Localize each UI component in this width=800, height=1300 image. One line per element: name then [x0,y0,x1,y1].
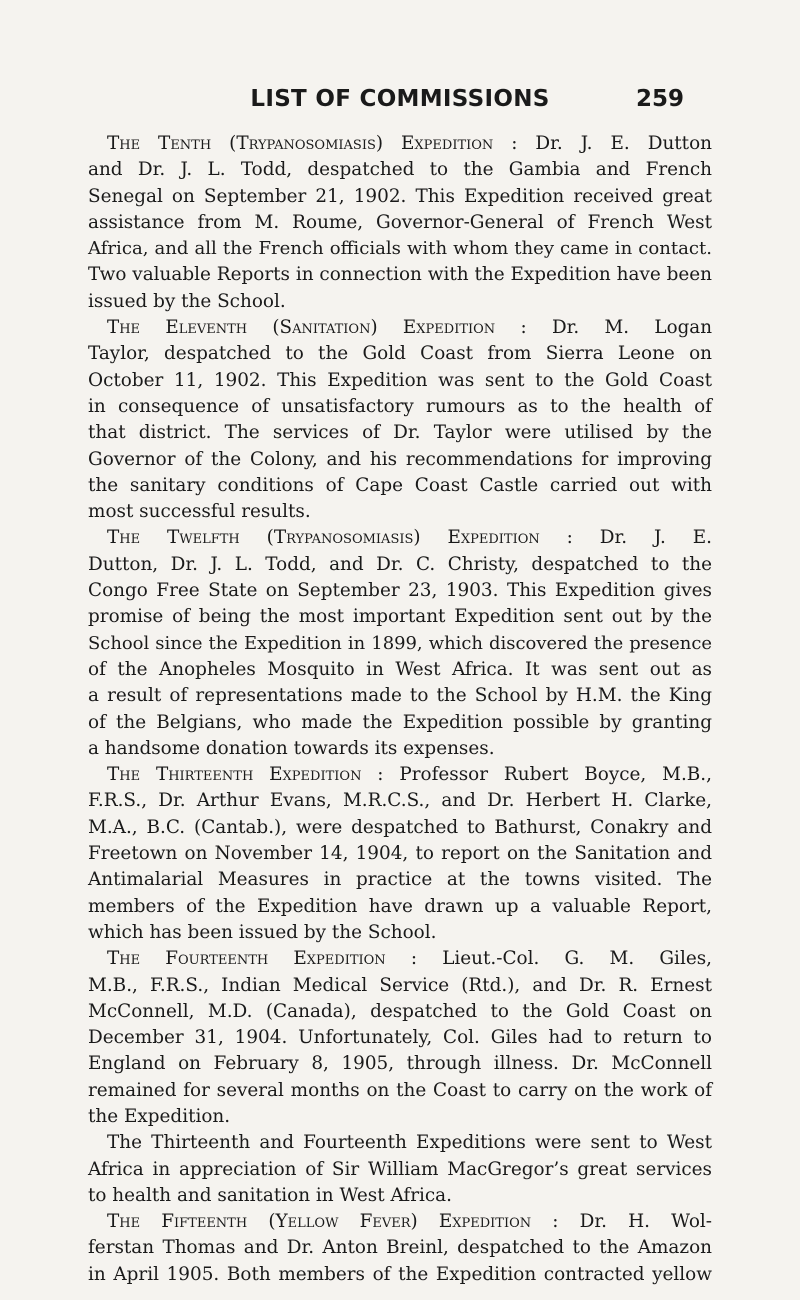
paragraph [88,946,712,1130]
line-text: in April 1905. Both members of the Expedition contracted yellow [88,1263,712,1285]
line-text: M.B., F.R.S., Indian Medical Service (Rtd.), and Dr. R. Ernest [88,974,712,996]
text-line [88,1262,712,1288]
text-line [88,815,712,841]
paragraph [88,1130,712,1209]
text-line [88,1157,712,1183]
page-number: 259 [635,86,684,112]
line-text: of the Anopheles Mosquito in West Africa. It was sent out as [88,658,712,680]
paragraph [88,1209,712,1288]
text-line [88,920,712,946]
line-text: F.R.S., Dr. Arthur Evans, M.R.C.S., and Dr. Herbert H. Clarke, [88,790,712,812]
line-text: and Dr. J. L. Todd, despatched to the Gambia and French [88,159,712,181]
paragraph [88,525,712,762]
line-text: remained for several months on the Coast to carry on the work of [88,1079,712,1101]
body-text [88,131,712,1288]
line-text: England on February 8, 1905, through illness. Dr. McConnell [88,1053,712,1075]
text-line [88,315,712,341]
text-line [88,1183,712,1209]
page-title: LIST OF COMMISSIONS [250,86,550,112]
running-head [116,86,684,116]
line-text: members of the Expedition have drawn up a valuable Report, [88,895,712,917]
line-text: Senegal on September 21, 1902. This Expedition received great [88,185,712,207]
line-text: School since the Expedition in 1899, which discovered the presence [88,632,712,654]
line-text: a handsome donation towards its expenses. [88,737,495,759]
text-line [88,683,712,709]
line-text: which has been issued by the School. [88,921,437,943]
text-line [88,289,712,315]
line-text: the Expedition. [88,1105,231,1127]
text-line [88,1051,712,1077]
line-text: The Thirteenth and Fourteenth Expeditions were sent to West [107,1132,712,1154]
text-line [88,1025,712,1051]
text-line [88,184,712,210]
text-line [88,1235,712,1261]
text-line [88,1078,712,1104]
paragraph [88,315,712,525]
line-text: : Dr. M. Logan [495,317,712,339]
text-line [88,1209,712,1235]
line-text: a result of representations made to the School by H.M. the King [88,685,712,707]
line-text: Taylor, despatched to the Gold Coast from Sierra Leone on [88,343,712,365]
paragraph [88,131,712,315]
line-text: Congo Free State on September 23, 1903. This Expedition gives [88,580,712,602]
line-text: Two valuable Reports in connection with the Expedition have been [88,264,712,286]
line-text: Governor of the Colony, and his recommendations for improving [88,448,712,470]
text-line [88,210,712,236]
text-line [88,1104,712,1130]
text-line [88,762,712,788]
expedition-heading: The Tenth (Trypanosomiasis) Expedition [107,133,494,154]
text-line [88,736,712,762]
line-text: issued by the School. [88,290,286,312]
text-line [88,499,712,525]
expedition-heading: The Fourteenth Expedition [107,948,386,970]
line-text: Dutton, Dr. J. L. Todd, and Dr. C. Christy, despatched to the [88,553,712,575]
text-line [88,841,712,867]
text-line [88,999,712,1025]
line-text: : Dr. J. E. [539,527,712,549]
text-line [88,157,712,183]
text-line [88,710,712,736]
text-line [88,1130,712,1156]
line-text: in consequence of unsatisfactory rumours as to the health of [88,395,712,417]
text-line [88,394,712,420]
line-text: to health and sanitation in West Africa. [88,1184,452,1206]
text-line [88,262,712,288]
text-line [88,368,712,394]
line-text: McConnell, M.D. (Canada), despatched to the Gold Coast on [88,1000,712,1022]
line-text: Africa, and all the French officials with whom they came in contact. [88,238,712,260]
line-text: M.A., B.C. (Cantab.), were despatched to Bathurst, Conakry and [88,816,712,838]
line-text: : Professor Rubert Boyce, M.B., [361,764,712,786]
expedition-heading: The Fifteenth (Yellow Fever) Expedition [107,1211,532,1233]
text-line [88,525,712,551]
line-text: : Dr. J. E. Dutton [493,133,712,154]
line-text: assistance from M. Roume, Governor-General of French West [88,211,712,233]
line-text: December 31, 1904. Unfortunately, Col. Giles had to return to [88,1027,712,1049]
line-text: : Dr. H. Wol- [531,1211,712,1233]
paragraph [88,762,712,946]
text-line [88,236,712,262]
text-line [88,946,712,972]
text-line [88,604,712,630]
text-line [88,473,712,499]
text-line [88,973,712,999]
text-line [88,788,712,814]
expedition-heading: The Eleventh (Sanitation) Expedition [107,317,496,339]
expedition-heading: The Thirteenth Expedition [107,764,362,786]
text-line [88,631,712,657]
text-line [88,578,712,604]
text-line [88,552,712,578]
line-text: Africa in appreciation of Sir William MacGregor’s great services [88,1158,712,1180]
text-line [88,894,712,920]
text-line [88,420,712,446]
text-line [88,131,712,157]
line-text: Antimalarial Measures in practice at the towns visited. The [88,869,712,891]
expedition-heading: The Twelfth (Trypanosomiasis) Expedition [107,527,540,549]
line-text: of the Belgians, who made the Expedition possible by granting [88,711,712,733]
text-line [88,341,712,367]
line-text: most successful results. [88,501,311,523]
text-line [88,657,712,683]
text-line [88,867,712,893]
line-text: ferstan Thomas and Dr. Anton Breinl, despatched to the Amazon [88,1237,712,1259]
text-line [88,447,712,473]
line-text: the sanitary conditions of Cape Coast Castle carried out with [88,474,712,496]
line-text: that district. The services of Dr. Taylor were utilised by the [88,422,712,444]
line-text: promise of being the most important Expedition sent out by the [88,606,712,628]
line-text: Freetown on November 14, 1904, to report on the Sanitation and [88,843,712,865]
line-text: October 11, 1902. This Expedition was sent to the Gold Coast [88,369,712,391]
line-text: : Lieut.-Col. G. M. Giles, [385,948,712,970]
